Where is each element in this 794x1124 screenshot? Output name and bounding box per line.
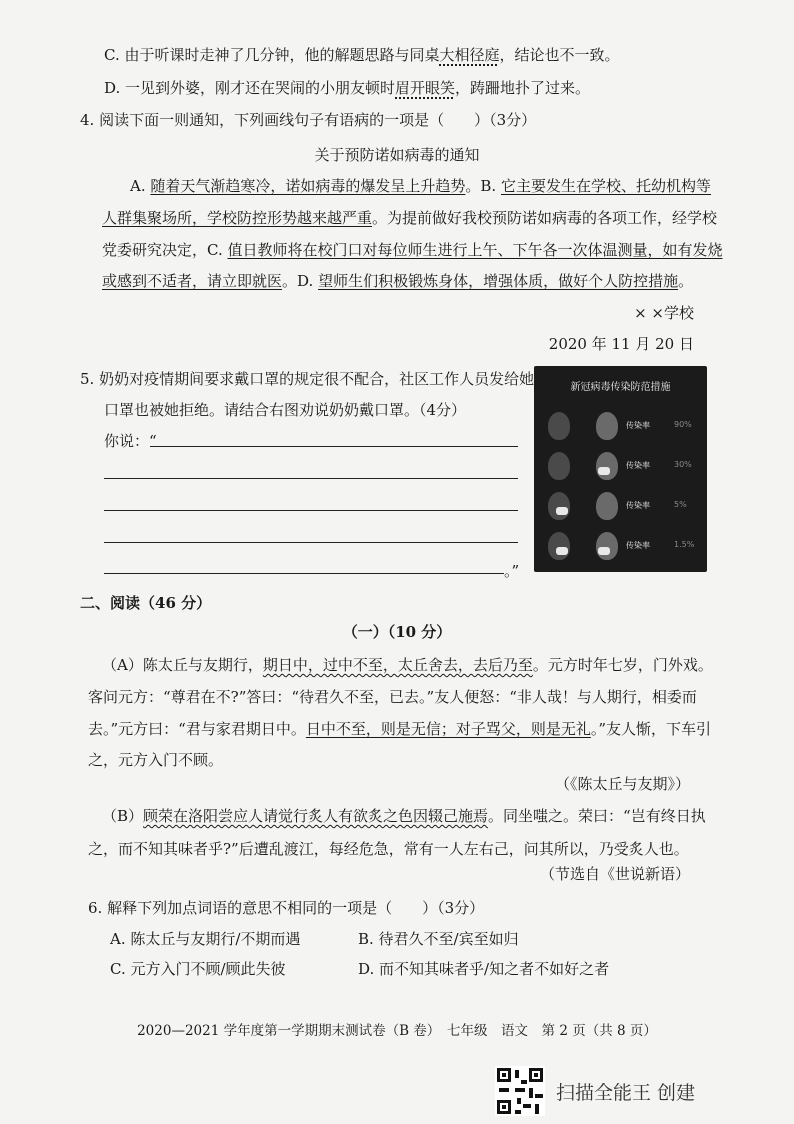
notice-line-1	[130, 175, 711, 196]
notice-signer: × ×学校	[634, 304, 694, 322]
passage-b-underlined: 顾荣在洛阳尝应人请觉行炙人有欲炙之色因辍己施焉	[143, 807, 489, 825]
q3-c-end: ，结论也不一致。	[499, 46, 620, 64]
q6-stem: 6. 解释下列加点词语的意思不相同的一项是（ ）（3分）	[88, 899, 485, 917]
q6-option-b: B. 待君久不至/宾至如归	[358, 930, 519, 948]
infection-rate-value: 5%	[674, 500, 687, 509]
passage-a-line-3	[88, 718, 711, 739]
q3-d-keyword: 眉开眼笑	[395, 79, 456, 97]
mask-icon	[598, 467, 610, 475]
passage-b-line-1	[102, 805, 706, 826]
person-icon	[548, 492, 570, 520]
mask-icon	[556, 547, 568, 555]
person-icon	[548, 412, 570, 440]
passage-a-line-2: 客问元方：“尊君在不?”答曰：“待君久不至，已去。”友人便怒：“非人哉！与人期行，相委而	[88, 688, 697, 706]
infection-rate-value: 1.5%	[674, 540, 695, 549]
passage-a-underlined-1: 期日中，过中不至，太丘舍去，去后乃至	[262, 656, 533, 674]
q3-c-text: C. 由于听课时走神了几分钟，他的解题思路与同桌	[104, 46, 440, 64]
notice-date: 2020 年 11 月 20 日	[548, 335, 694, 353]
q3-d-text: D. 一见到外婆，刚才还在哭闹的小朋友顿时	[104, 79, 396, 97]
passage-b-intro: （B）	[102, 807, 144, 825]
notice-b-label: 。B.	[465, 177, 497, 195]
person-icon	[596, 452, 618, 480]
person-icon	[596, 532, 618, 560]
person-icon	[548, 532, 570, 560]
notice-title: 关于预防诺如病毒的通知	[314, 146, 480, 164]
notice-d-sentence: 望师生们积极锻炼身体，增强体质，做好个人防控措施	[318, 272, 679, 290]
mask-infographic	[534, 366, 707, 572]
answer-line-3[interactable]	[104, 509, 518, 511]
passage-a-source: （《陈太丘与友期》）	[554, 775, 690, 793]
q5-answer-suffix: 。”	[504, 562, 520, 580]
q6-option-c: C. 元方入门不顾/顾此失彼	[110, 960, 286, 978]
infographic-row-4	[534, 530, 707, 566]
passage-b-text-1: 。同坐嗤之。荣曰：“岂有终日执	[488, 807, 706, 825]
answer-line-4[interactable]	[104, 541, 518, 543]
notice-line-3	[102, 239, 723, 260]
infographic-title: 新冠病毒传染防范措施	[570, 382, 671, 393]
q3-d-end: ，踌跚地扑了过来。	[455, 79, 591, 97]
person-icon	[596, 492, 618, 520]
q5-answer-prefix: 你说：“	[104, 432, 157, 450]
notice-a-sentence: 随着天气渐趋寒冷，诺如病毒的爆发呈上升趋势	[150, 177, 466, 195]
q6-option-a: A. 陈太丘与友期行/不期而遇	[110, 930, 301, 948]
passage-a-line-4: 之，元方入门不顾。	[88, 751, 224, 769]
passage-a-text-3b: 。”友人惭，下车引	[590, 720, 712, 738]
notice-b-sentence-2: 人群集聚场所，学校防控形势越来越严重	[102, 209, 373, 227]
passage-a-line-1	[102, 654, 713, 675]
notice-c-sentence-1: 值日教师将在校门口对每位师生进行上午、下午各一次体温测量，如有发烧	[227, 241, 723, 259]
q5-stem-2: 口罩也被她拒绝。请结合右图劝说奶奶戴口罩。（4分）	[104, 401, 467, 419]
passage-a-intro: （A）陈太丘与友期行，	[102, 656, 263, 674]
infection-rate-value: 30%	[674, 460, 692, 469]
infographic-row-3	[534, 490, 707, 526]
notice-d-end: 。	[678, 272, 694, 290]
q3-c-keyword: 大相径庭	[439, 46, 500, 64]
scanner-watermark: 扫描全能王 创建	[556, 1082, 696, 1104]
notice-line-2	[102, 207, 717, 228]
mask-icon	[598, 547, 610, 555]
infection-rate-value: 90%	[674, 420, 692, 429]
passage-b-line-2: 之，而不知其味者乎?”后遭乱渡江，每经危急，常有一人左右己，问其所以，乃受炙人也。	[88, 840, 689, 858]
passage-a-underlined-2: 日中不至，则是无信；对子骂父，则是无礼	[305, 720, 591, 738]
person-icon	[548, 452, 570, 480]
answer-line-5[interactable]	[104, 572, 504, 574]
answer-line-1[interactable]	[150, 445, 518, 447]
q3-option-d	[104, 77, 590, 98]
part-heading: （一）（10 分）	[342, 623, 452, 641]
page-footer: 2020—2021 学年度第一学期期末测试卷（B 卷） 七年级 语文 第 2 页（共 8 页）	[137, 1023, 657, 1039]
notice-b-sentence-1: 它主要发生在学校、托幼机构等	[500, 177, 711, 195]
notice-plain-2: 党委研究决定，C.	[102, 241, 223, 259]
notice-d-label: 。D.	[282, 272, 314, 290]
q6-option-d: D. 而不知其味者乎/知之者不如好之者	[358, 960, 610, 978]
notice-a-label: A.	[130, 177, 146, 195]
infection-rate-label: 传染率	[626, 461, 650, 470]
infection-rate-label: 传染率	[626, 501, 650, 510]
notice-line-4	[102, 270, 693, 291]
infection-rate-label: 传染率	[626, 421, 650, 430]
infographic-row-2	[534, 450, 707, 486]
passage-b-source: （节选自《世说新语）	[539, 865, 690, 883]
qr-code-icon	[495, 1066, 545, 1116]
section-heading: 二、阅读（46 分）	[80, 594, 212, 612]
mask-icon	[556, 507, 568, 515]
passage-a-text-3: 去。”元方曰：“君与家君期日中。	[88, 720, 306, 738]
infographic-row-1	[534, 410, 707, 446]
passage-a-text-1: 。元方时年七岁，门外戏。	[532, 656, 713, 674]
q5-stem-1: 5. 奶奶对疫情期间要求戴口罩的规定很不配合，社区工作人员发给她	[80, 370, 535, 388]
q4-stem: 4. 阅读下面一则通知，下列画线句子有语病的一项是（ ）（3分）	[80, 111, 537, 129]
infection-rate-label: 传染率	[626, 541, 650, 550]
answer-line-2[interactable]	[104, 477, 518, 479]
notice-c-sentence-2: 或感到不适者，请立即就医	[102, 272, 283, 290]
person-icon	[596, 412, 618, 440]
q3-option-c	[104, 44, 620, 65]
notice-plain-1: 。为提前做好我校预防诺如病毒的各项工作，经学校	[372, 209, 718, 227]
